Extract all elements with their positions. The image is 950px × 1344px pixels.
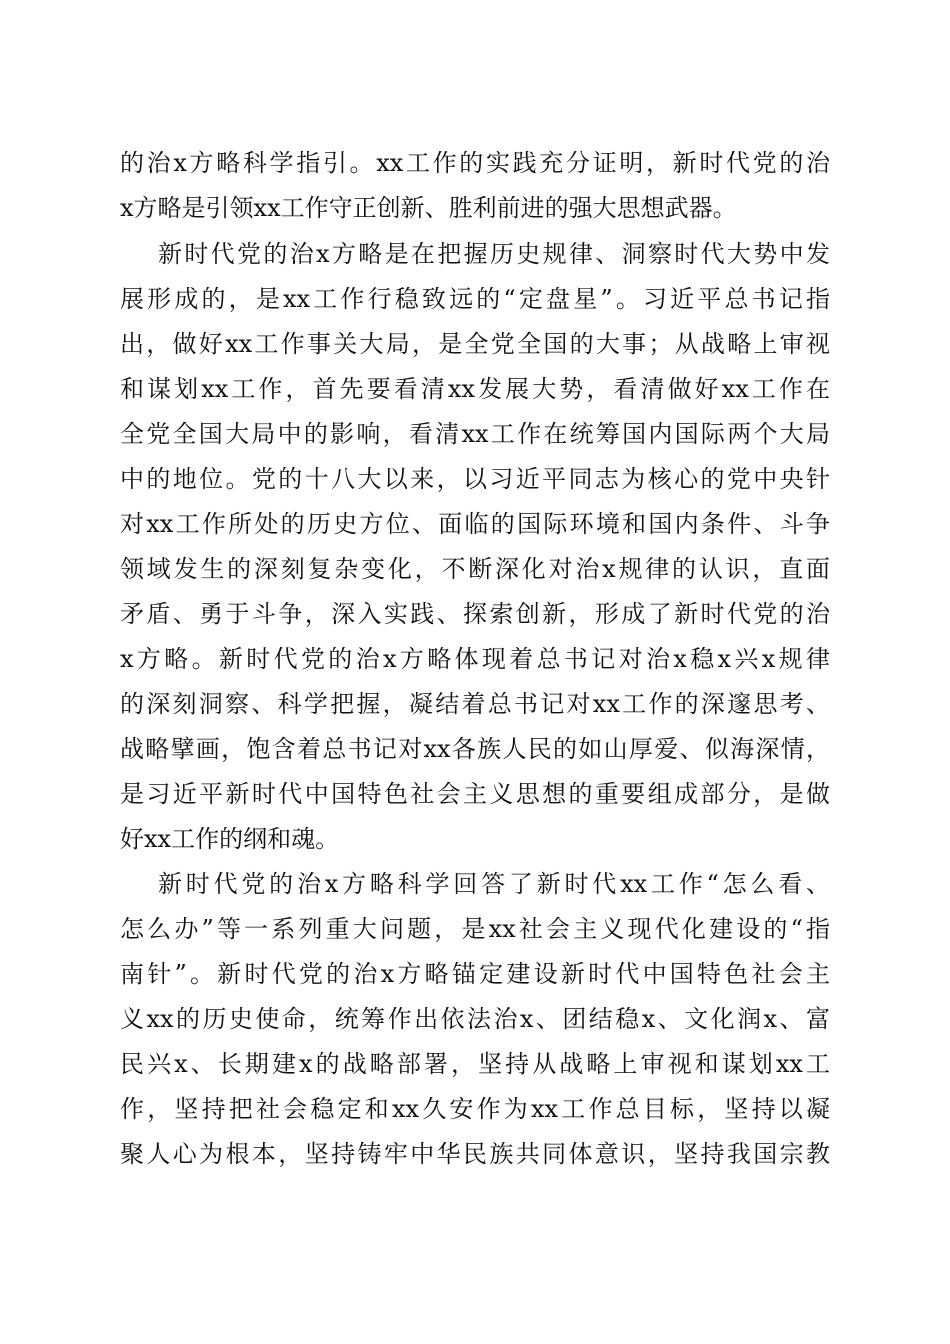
text-line: 的治x方略科学指引。xx工作的实践充分证明，新时代党的治 [120,149,830,177]
text-line: 好xx工作的纲和魂。 [120,825,340,853]
text-line: 民兴x、长期建x的战略部署，坚持从战略上审视和谋划xx工 [120,1050,830,1078]
text-line: 是习近平新时代中国特色社会主义思想的重要组成部分，是做 [120,780,830,808]
text-line: 全党全国大局中的影响，看清xx工作在统筹国内国际两个大局 [120,420,830,448]
text-line: 南针”。新时代党的治x方略锚定建设新时代中国特色社会主 [120,960,830,988]
text-line: 作，坚持把社会稳定和xx久安作为xx工作总目标，坚持以凝 [120,1095,830,1123]
text-line: 矛盾、勇于斗争，深入实践、探索创新，形成了新时代党的治 [120,600,830,628]
text-line: 领域发生的深刻复杂变化，不断深化对治x规律的认识，直面 [120,555,830,583]
text-line: x方略是引领xx工作守正创新、胜利前进的强大思想武器。 [120,194,737,222]
text-line: 中的地位。党的十八大以来，以习近平同志为核心的党中央针 [120,465,830,493]
text-line: 展形成的，是xx工作行稳致远的“定盘星”。习近平总书记指 [120,285,830,313]
paragraph-first-line: 新时代党的治x方略科学回答了新时代xx工作“怎么看、 [158,870,830,898]
text-line: 义xx的历史使命，统筹作出依法治x、团结稳x、文化润x、富 [120,1005,830,1033]
text-line: 出，做好xx工作事关大局，是全党全国的大事；从战略上审视 [120,330,830,358]
paragraph-first-line: 新时代党的治x方略是在把握历史规律、洞察时代大势中发 [158,240,830,268]
text-line: 战略擘画，饱含着总书记对xx各族人民的如山厚爱、似海深情， [120,735,830,763]
text-line: 的深刻洞察、科学把握，凝结着总书记对xx工作的深邃思考、 [120,690,830,718]
text-line: 对xx工作所处的历史方位、面临的国际环境和国内条件、斗争 [120,510,830,538]
text-line: x方略。新时代党的治x方略体现着总书记对治x稳x兴x规律 [120,645,830,673]
text-line: 聚人心为根本，坚持铸牢中华民族共同体意识，坚持我国宗教 [120,1140,830,1168]
text-line: 怎么办”等一系列重大问题，是xx社会主义现代化建设的“指 [120,915,830,943]
text-line: 和谋划xx工作，首先要看清xx发展大势，看清做好xx工作在 [120,375,830,403]
